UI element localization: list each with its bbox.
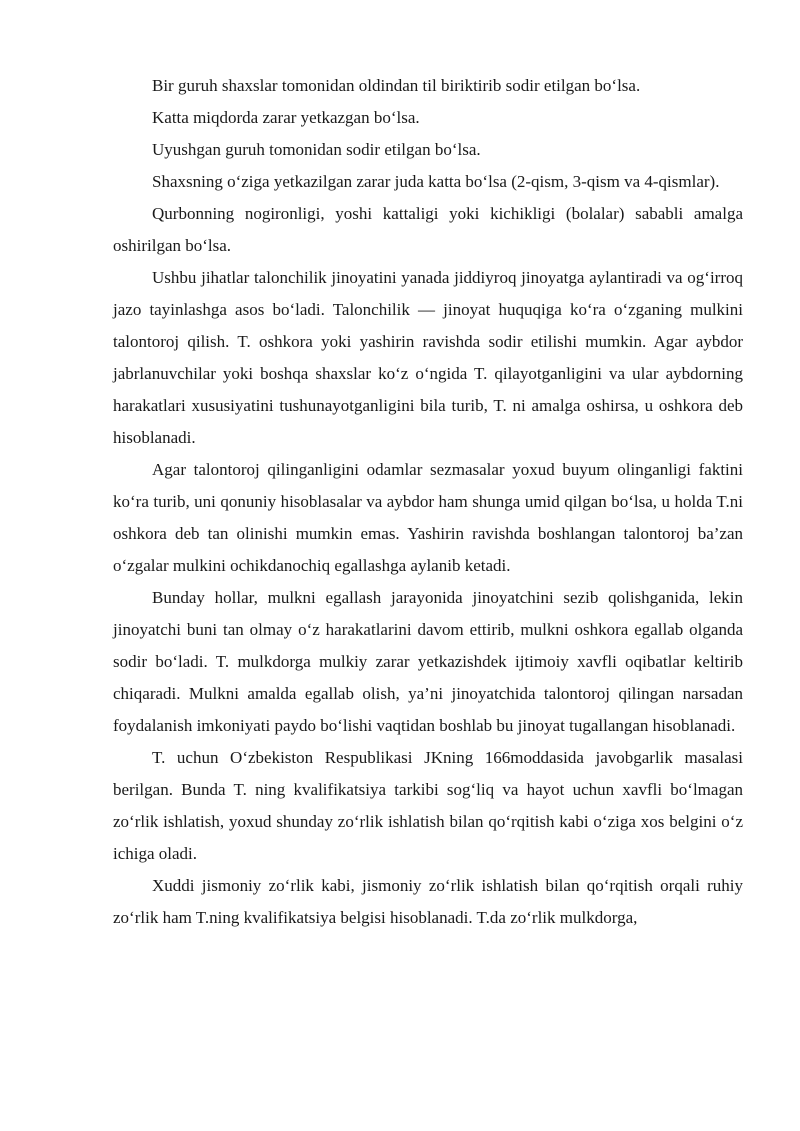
paragraph-1: Bir guruh shaxslar tomonidan oldindan til biriktirib sodir etilgan bo‘lsa.: [152, 76, 641, 95]
paragraph-7: Agar talontoroj qilinganligini odamlar sezmasalar yoxud buyum olinganligi faktini ko‘ra turib, uni qonuniy hisoblasalar va aybdor ham shunga umid qilgan bo‘lsa, u holda T.ni oshkora deb tan olinishi mumkin emas. Yashirin ravishda boshlangan talontoroj ba’zan o‘zgalar mulkini ochikdanochiq egallashga aylanib ketadi.: [113, 460, 743, 575]
paragraph-4: Shaxsning o‘ziga yetkazilgan zarar juda katta bo‘lsa (2-qism, 3-qism va 4-qismlar).: [152, 172, 720, 191]
paragraph-8: Bunday hollar, mulkni egallash jarayonida jinoyatchini sezib qolishganida, lekin jinoyatchi buni tan olmay o‘z harakatlarini davom ettirib, mulkni oshkora egallab olganda sodir bo‘ladi. T. mulkdorga mulkiy zarar yetkazishdek ijtimoiy xavfli oqibatlar keltirib chiqaradi. Mulkni amalda egallab olish, ya’ni jinoyatchida talontoroj qilingan narsadan foydalanish imkoniyati paydo bo‘lishi vaqtidan boshlab bu jinoyat tugallangan hisoblanadi.: [113, 588, 743, 735]
paragraph-2: Katta miqdorda zarar yetkazgan bo‘lsa.: [152, 108, 420, 127]
document-body: [113, 70, 743, 934]
paragraph-10: Xuddi jismoniy zo‘rlik kabi, jismoniy zo‘rlik ishlatish bilan qo‘rqitish orqali ruhiy zo‘rlik ham T.ning kvalifikatsiya belgisi hisoblanadi. T.da zo‘rlik mulkdorga,: [113, 876, 743, 927]
paragraph-6: Ushbu jihatlar talonchilik jinoyatini yanada jiddiyroq jinoyatga aylantiradi va og‘irroq jazo tayinlashga asos bo‘ladi. Talonchilik — jinoyat huquqiga ko‘ra o‘zganing mulkini talontoroj qilish. T. oshkora yoki yashirin ravishda sodir etilishi mumkin. Agar aybdor jabrlanuvchilar yoki boshqa shaxslar ko‘z o‘ngida T. qilayotganligini va ular aybdorning harakatlari xususiyatini tushunayotganligini bila turib, T. ni amalga oshirsa, u oshkora deb hisoblanadi.: [113, 268, 743, 447]
paragraph-9: T. uchun O‘zbekiston Respublikasi JKning 166moddasida javobgarlik masalasi berilgan. Bunda T. ning kvalifikatsiya tarkibi sog‘liq va hayot uchun xavfli bo‘lmagan zo‘rlik ishlatish, yoxud shunday zo‘rlik ishlatish bilan qo‘rqitish kabi o‘ziga xos belgini o‘z ichiga oladi.: [113, 748, 743, 863]
paragraph-5: Qurbonning nogironligi, yoshi kattaligi yoki kichikligi (bolalar) sababli amalga oshirilgan bo‘lsa.: [113, 204, 743, 255]
paragraph-3: Uyushgan guruh tomonidan sodir etilgan bo‘lsa.: [152, 140, 481, 159]
